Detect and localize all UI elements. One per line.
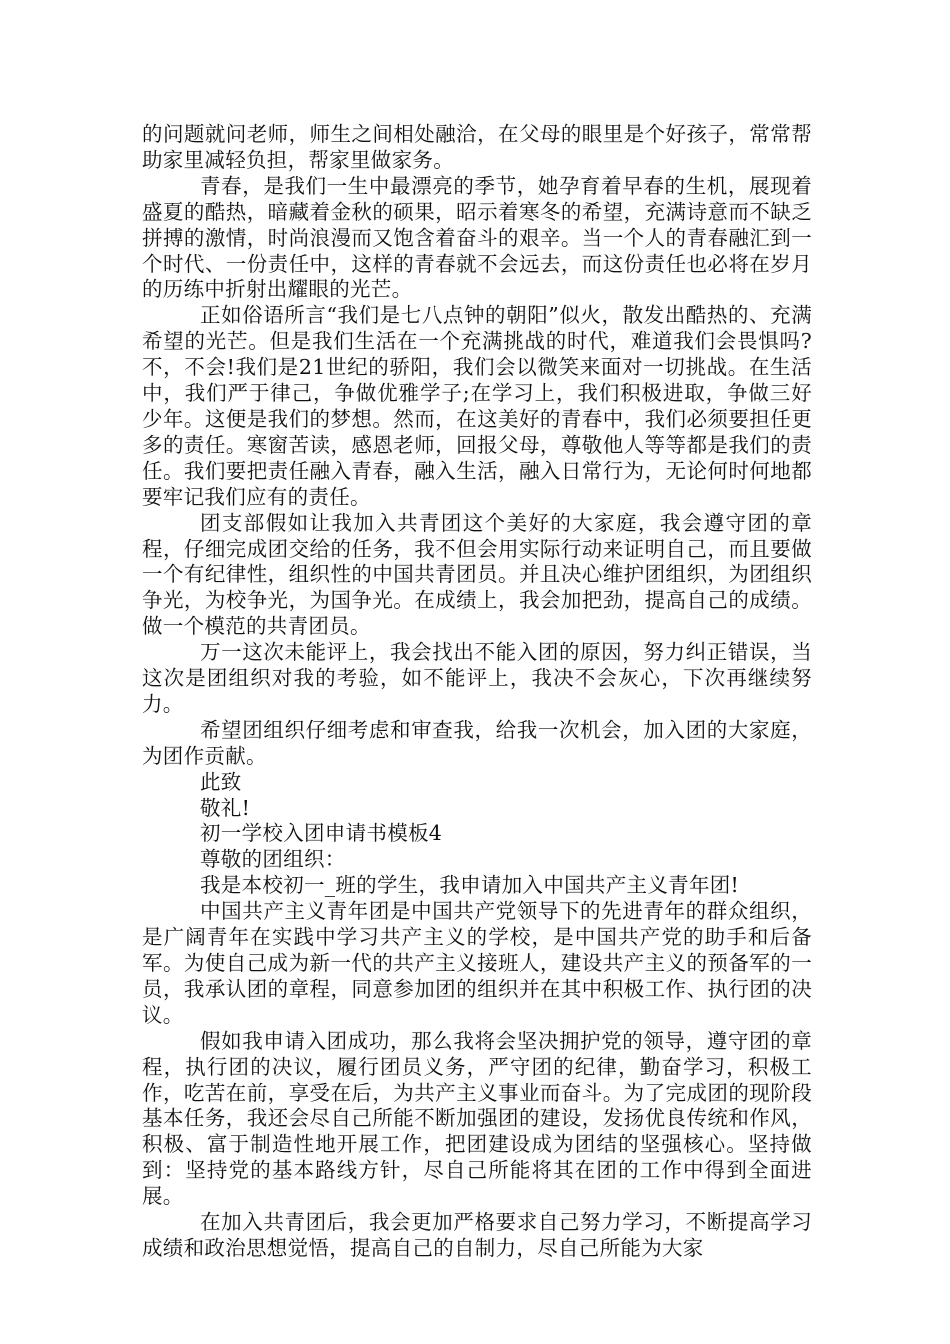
paragraph-morning-sun: 正如俗语所言“我们是七八点钟的朝阳”似火，散发出酷热的、充满希望的光芒。但是我们生活在一个充满挑战的时代，难道我们会畏惧吗?不，不会!我们是21世纪的骄阳，我们会以微笑来面对一切挑战。在生活中，我们严于律己，争做优雅学子;在学习上，我们积极进取，争做三好少年。这便是我们的梦想。然而，在这美好的青春中，我们必须要担任更多的责任。寒窗苦读，感恩老师，回报父母，尊敬他人等等都是我们的责任。我们要把责任融入青春，融入生活，融入日常行为，无论何时何地都要牢记我们应有的责任。 [142,303,812,509]
paragraph-youth: 青春，是我们一生中最漂亮的季节，她孕育着早春的生机，展现着盛夏的酷热，暗藏着金秋的硕果，昭示着寒冬的希望，充满诗意而不缺乏拼搏的激情，时尚浪漫而又饱含着奋斗的艰辛。当一个人的青春融汇到一个时代、一份责任中，这样的青春就不会远去，而这份责任也必将在岁月的历练中折射出耀眼的光芒。 [142,173,812,302]
paragraph-continuation: 的问题就问老师，师生之间相处融洽，在父母的眼里是个好孩子，常常帮助家里减轻负担，帮家里做家务。 [142,122,812,172]
template-heading: 初一学校入团申请书模板4 [200,821,443,846]
document-body [142,122,812,1262]
closing-regards: 敬礼! [200,795,251,820]
greeting: 尊敬的团组织： [200,847,346,872]
paragraph-hope: 希望团组织仔细考虑和审查我，给我一次机会，加入团的大家庭，为团作贡献。 [142,717,812,768]
paragraph-league-definition: 中国共产主义青年团是中国共产党领导下的先进青年的群众组织，是广阔青年在实践中学习共产主义的学校，是中国共产党的助手和后备军。为使自己成为新一代的共产主义接班人，建设共产主义的预备军的一员，我承认团的章程，同意参加团的组织并在其中积极工作、执行团的决议。 [142,899,812,1027]
closing-salutation: 此致 [200,769,242,794]
paragraph-intro: 我是本校初一_班的学生，我申请加入中国共产主义青年团! [200,873,740,898]
paragraph-if-not-selected: 万一这次未能评上，我会找出不能入团的原因，努力纠正错误，当这次是团组织对我的考验，如不能评上，我决不会灰心，下次再继续努力。 [142,640,812,716]
paragraph-commitment: 假如我申请入团成功，那么我将会坚决拥护党的领导，遵守团的章程，执行团的决议，履行团员义务，严守团的纪律，勤奋学习，积极工作，吃苦在前，享受在后，为共产主义事业而奋斗。为了完成团的现阶段基本任务，我还会尽自己所能不断加强团的建设，发扬优良传统和作风，积极、富于制造性地开展工作，把团建设成为团结的坚强核心。坚持做到：坚持党的基本路线方针，尽自己所能将其在团的工作中得到全面进展。 [142,1028,812,1209]
paragraph-league-branch: 团支部假如让我加入共青团这个美好的大家庭，我会遵守团的章程，仔细完成团交给的任务，我不但会用实际行动来证明自己，而且要做一个有纪律性，组织性的中国共青团员。并且决心维护团组织，为团组织争光，为校争光，为国争光。在成绩上，我会加把劲，提高自己的成绩。做一个模范的共青团员。 [142,510,812,639]
paragraph-after-joining: 在加入共青团后，我会更加严格要求自己努力学习，不断提高学习成绩和政治思想觉悟，提高自己的自制力，尽自己所能为大家 [142,1210,812,1260]
